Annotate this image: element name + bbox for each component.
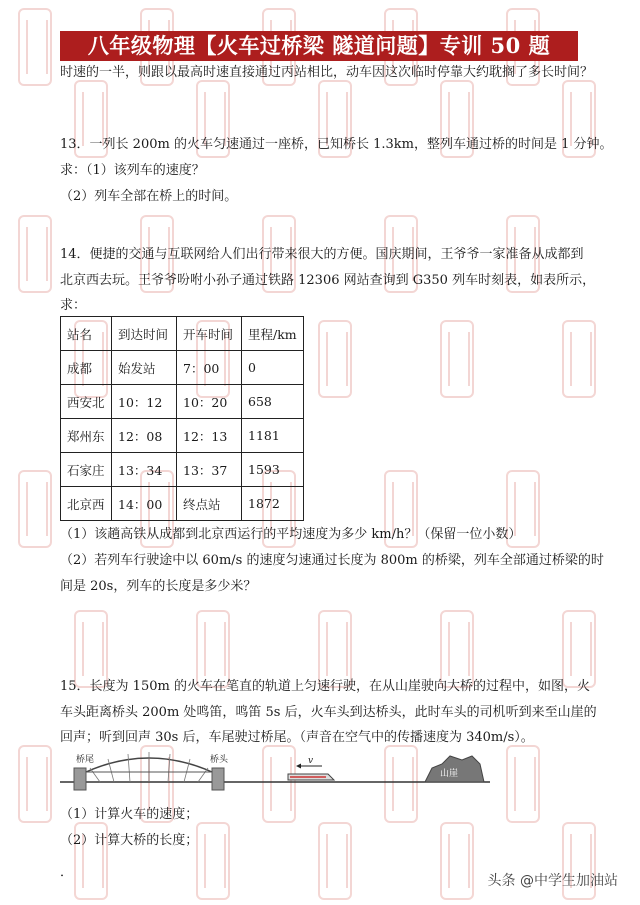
q14-stem-line2: 北京西去玩。王爷爷吩咐小孙子通过铁路 12306 网站查询到 G350 列车时刻表，如表所示， <box>60 273 596 288</box>
footer-credit: 头条 @中学生加油站 <box>487 873 618 889</box>
q14-sub2-line1: （2）若列车行驶途中以 60m/s 的速度匀速通过长度为 800m 的桥梁，列车全部通过桥梁的时 <box>60 553 604 568</box>
bridge-tail-pier <box>74 768 86 790</box>
table-header-cell: 到达时间 <box>112 317 177 351</box>
table-header-cell: 站名 <box>61 317 112 351</box>
bridge-train-cliff-figure <box>60 752 490 802</box>
table-row <box>61 419 304 453</box>
table-cell: 1593 <box>242 453 304 487</box>
q14-sub2-line2: 间是 20s，列车的长度是多少米？ <box>60 579 257 594</box>
q15-sub2: （2）计算大桥的长度； <box>60 833 199 848</box>
q15-stem-line3: 回声；听到回声 30s 后，车尾驶过桥尾。（声音在空气中的传播速度为 340m/s）。 <box>60 730 534 745</box>
table-row <box>61 487 304 521</box>
bridge-head-pier <box>212 768 224 790</box>
table-row <box>61 385 304 419</box>
q15-sub1: （1）计算火车的速度； <box>60 807 199 822</box>
table-cell: 13：37 <box>177 453 242 487</box>
q14-sub1: （1）该趟高铁从成都到北京西运行的平均速度为多少 km/h？（保留一位小数） <box>60 527 522 542</box>
q13-sub2: （2）列车全部在桥上的时间。 <box>60 189 238 204</box>
timetable <box>60 316 304 521</box>
table-cell: 10：20 <box>177 385 242 419</box>
table-header-row <box>61 317 304 351</box>
q15-stem-line2: 车头距离桥头 200m 处鸣笛，鸣笛 5s 后，火车头到达桥头，此时车头的司机听到来至山崖的 <box>60 705 597 720</box>
velocity-arrow-head <box>296 764 301 769</box>
table-cell: 0 <box>242 351 304 385</box>
table-cell: 13：34 <box>112 453 177 487</box>
table-cell: 10：12 <box>112 385 177 419</box>
table-cell: 658 <box>242 385 304 419</box>
velocity-label: v <box>308 756 314 766</box>
table-cell: 始发站 <box>112 351 177 385</box>
table-cell: 终点站 <box>177 487 242 521</box>
table-row <box>61 453 304 487</box>
q15-stem-line1: 15．长度为 150m 的火车在笔直的轨道上匀速行驶，在从山崖驶向大桥的过程中，如图，火 <box>60 679 590 694</box>
table-cell: 石家庄 <box>61 453 112 487</box>
table-header-cell: 里程/km <box>242 317 304 351</box>
table-cell: 成都 <box>61 351 112 385</box>
table-cell: 12：13 <box>177 419 242 453</box>
table-cell: 1181 <box>242 419 304 453</box>
bridge-truss <box>90 752 208 782</box>
cliff-label: 山崖 <box>440 769 459 779</box>
table-cell: 西安北 <box>61 385 112 419</box>
q14-stem-line3: 求： <box>60 298 87 313</box>
table-cell: 北京西 <box>61 487 112 521</box>
table-row <box>61 351 304 385</box>
page-title: 八年级物理【火车过桥梁 隧道问题】专训 50 题 <box>60 31 578 61</box>
table-cell: 郑州东 <box>61 419 112 453</box>
bridge-head-label: 桥头 <box>210 755 229 765</box>
table-cell: 12：08 <box>112 419 177 453</box>
table-cell: 1872 <box>242 487 304 521</box>
q13-stem: 13．一列长 200m 的火车匀速通过一座桥，已知桥长 1.3km，整列车通过桥的时间是 1 分钟。 <box>60 137 613 152</box>
table-cell: 7：00 <box>177 351 242 385</box>
q14-stem-line1: 14．便捷的交通与互联网给人们出行带来很大的方便。国庆期间，王爷爷一家准备从成都到 <box>60 247 584 262</box>
table-header-cell: 开车时间 <box>177 317 242 351</box>
bridge-tail-label: 桥尾 <box>76 755 95 765</box>
table-cell: 14：00 <box>112 487 177 521</box>
q12-tail-text: 时速的一半，则跟以最高时速直接通过丙站相比，动车因这次临时停靠大约耽搁了多长时间？ <box>60 65 594 80</box>
trailing-dot: ． <box>60 865 74 880</box>
q13-sub1: 求：（1）该列车的速度？ <box>60 163 205 178</box>
